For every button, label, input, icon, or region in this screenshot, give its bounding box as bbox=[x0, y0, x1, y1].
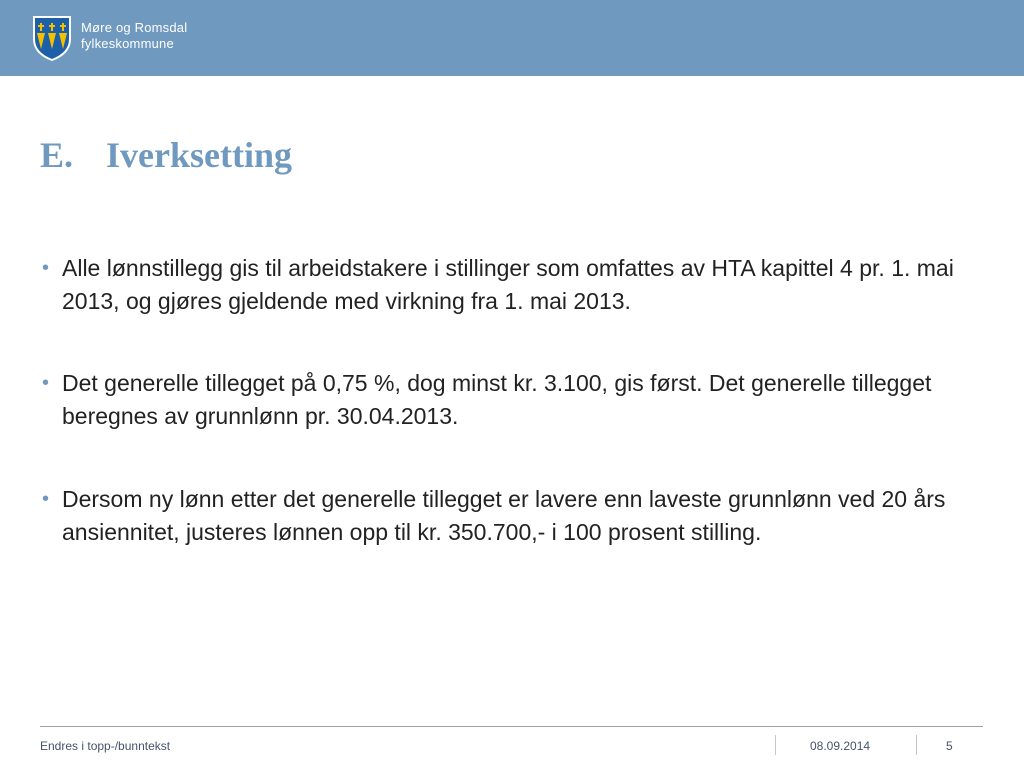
page-number: 5 bbox=[946, 739, 953, 753]
footer-date: 08.09.2014 bbox=[810, 739, 871, 753]
bullet-text: Alle lønnstillegg gis til arbeidstakere i stillinger som omfattes av HTA kapittel 4 pr. 1. mai 2013, og gjøres gjeldende med virkning fra 1. mai 2013. bbox=[62, 255, 954, 314]
bullet-text: Det generelle tillegget på 0,75 %, dog minst kr. 3.100, gis først. Det generelle tillegget beregnes av grunnlønn pr. 30.04.2013. bbox=[62, 370, 932, 429]
organization-logo-text bbox=[81, 20, 187, 52]
bullet-list bbox=[40, 252, 980, 598]
bullet-item bbox=[40, 367, 980, 433]
header-band bbox=[0, 0, 1024, 76]
logo-line-2: fylkeskommune bbox=[81, 36, 174, 51]
slide-title-text: Iverksetting bbox=[106, 135, 292, 175]
logo-line-1: Møre og Romsdal bbox=[81, 20, 188, 35]
bullet-marker: • bbox=[42, 257, 50, 279]
bullet-text: Dersom ny lønn etter det generelle tillegget er lavere enn laveste grunnlønn ved 20 års ansiennitet, justeres lønnen opp til kr. 350.700,- i 100 prosent stilling. bbox=[62, 486, 946, 545]
bullet-item bbox=[40, 483, 980, 549]
footer-divider bbox=[40, 726, 983, 727]
bullet-marker: • bbox=[42, 372, 50, 394]
bullet-item bbox=[40, 252, 980, 318]
footer-separator bbox=[775, 735, 776, 755]
slide-title bbox=[40, 134, 292, 176]
bullet-marker: • bbox=[42, 488, 50, 510]
footer-separator bbox=[916, 735, 917, 755]
footer-text: Endres i topp-/bunntekst bbox=[40, 739, 171, 753]
slide-title-number: E. bbox=[40, 135, 74, 175]
coat-of-arms-icon bbox=[32, 15, 72, 61]
